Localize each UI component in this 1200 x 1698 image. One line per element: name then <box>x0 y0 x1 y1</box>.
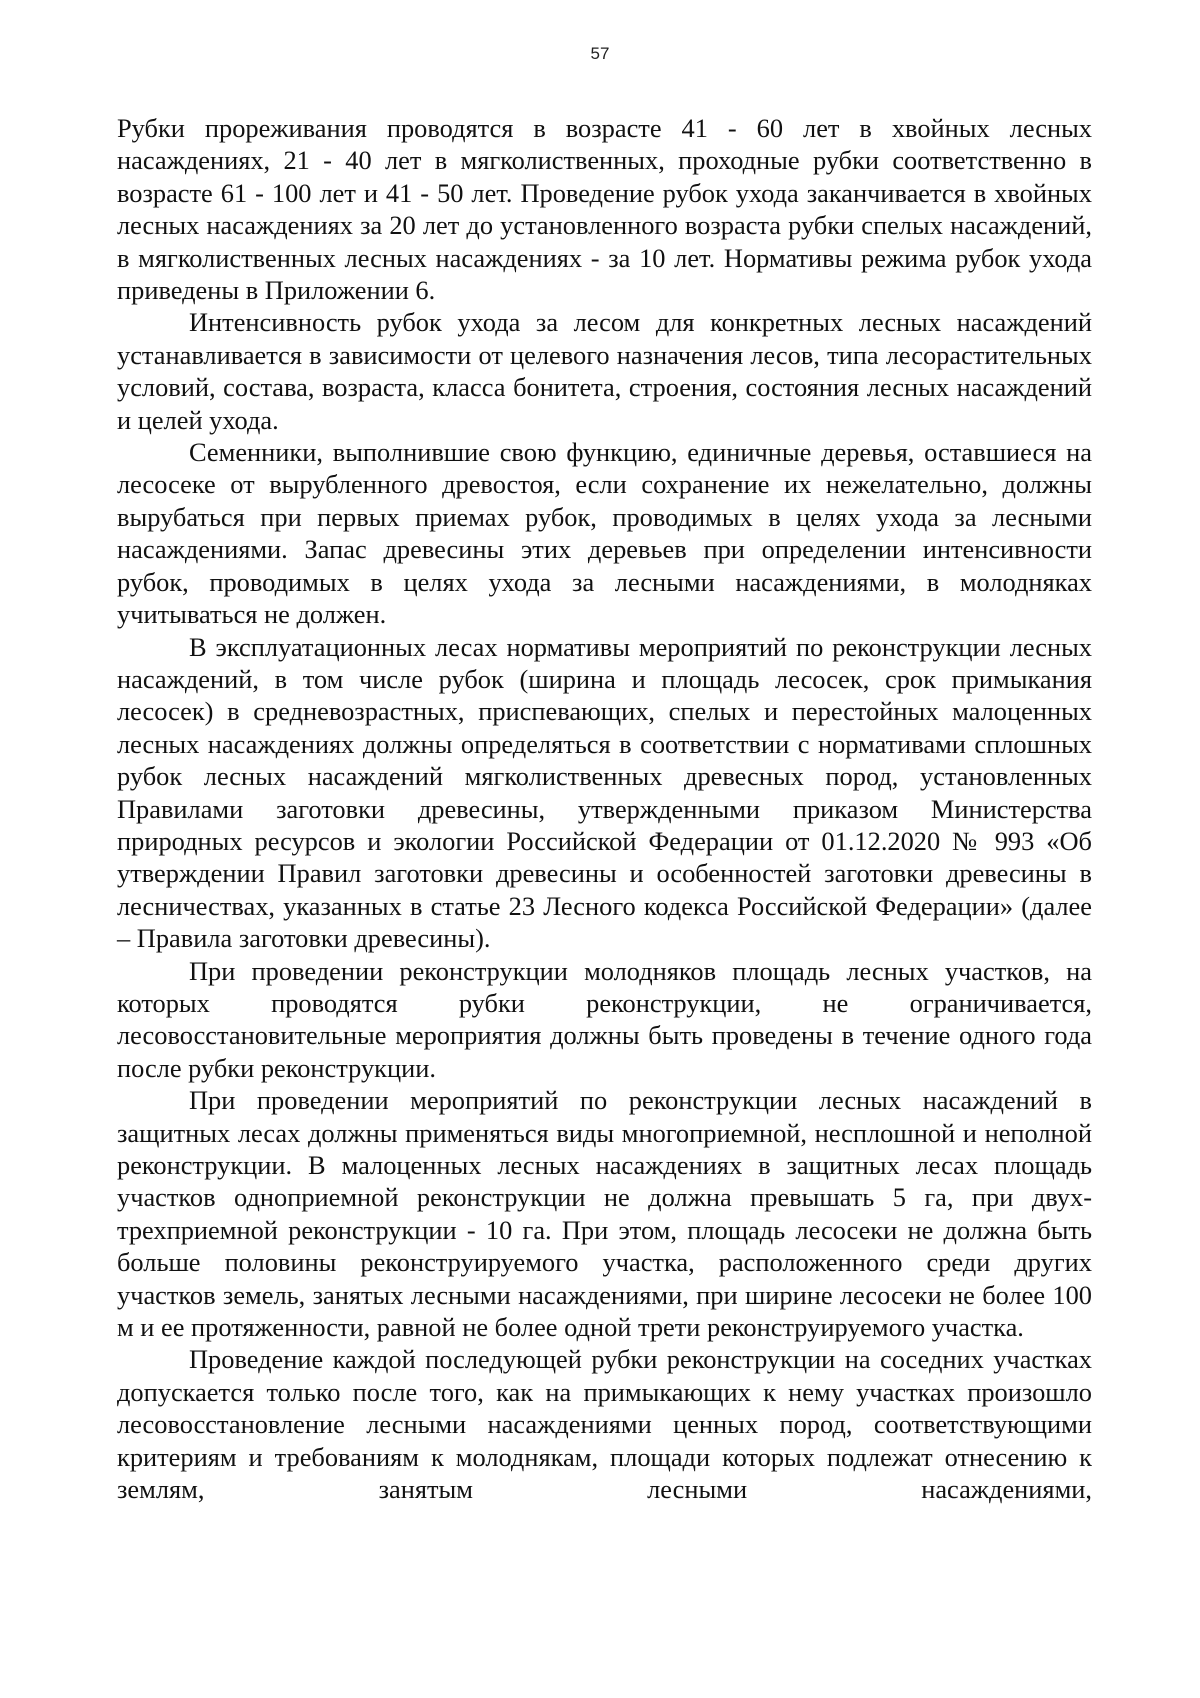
paragraph-subsequent-felling: Проведение каждой последующей рубки реконструкции на соседних участках допускается только после того, как на примыкающих к нему участках произошло лесовосстановление лесными насаждениями ценных пород, соответствующими критериям и требованиям к молоднякам, площади которых подлежат отнесению к землям, занятым лесными насаждениями, <box>117 1344 1092 1505</box>
paragraph-intensity: Интенсивность рубок ухода за лесом для конкретных лесных насаждений устанавливается в зависимости от целевого назначения лесов, типа лесорастительных условий, состава, возраста, класса бонитета, строения, состояния лесных насаждений и целей ухода. <box>117 307 1092 435</box>
paragraph-protective-forests: При проведении мероприятий по реконструкции лесных насаждений в защитных лесах должны применяться виды многоприемной, несплошной и неполной реконструкции. В малоценных лесных насаждениях в защитных лесах площадь участков одноприемной реконструкции не должна превышать 5 га, при двух-трехприемной реконструкции - 10 га. При этом, площадь лесосеки не должна быть больше половины реконструируемого участка, расположенного среди других участков земель, занятых лесными насаждениями, при ширине лесосеки не более 100 м и ее протяженности, равной не более одной трети реконструируемого участка. <box>117 1085 1092 1343</box>
page-number: 57 <box>590 44 610 63</box>
paragraph-reconstruction-norms: В эксплуатационных лесах нормативы мероприятий по реконструкции лесных насаждений, в том числе рубок (ширина и площадь лесосек, срок примыкания лесосек) в средневозрастных, приспевающих, спелых и перестойных малоценных лесных насаждениях должны определяться в соответствии с нормативами сплошных рубок лесных насаждений мягколиственных древесных пород, установленных Правилами заготовки древесины, утвержденными приказом Министерства природных ресурсов и экологии Российской Федерации от 01.12.2020 № 993 «Об утверждении Правил заготовки древесины и особенностей заготовки древесины в лесничествах, указанных в статье 23 Лесного кодекса Российской Федерации» (далее – Правила заготовки древесины). <box>117 631 1092 954</box>
paragraph-seed-trees: Семенники, выполнившие свою функцию, единичные деревья, оставшиеся на лесосеке от вырубленного древостоя, если сохранение их нежелательно, должны вырубаться при первых приемах рубок, проводимых в целях ухода за лесными насаждениями. Запас древесины этих деревьев при определении интенсивности рубок, проводимых в целях ухода за лесными насаждениями, в молодняках учитываться не должен. <box>117 437 1092 630</box>
document-body <box>117 112 1092 1505</box>
paragraph-thinning-ages: Рубки прореживания проводятся в возрасте 41 - 60 лет в хвойных лесных насаждениях, 21 - 40 лет в мягколиственных, проходные рубки соответственно в возрасте 61 - 100 лет и 41 - 50 лет. Проведение рубок ухода заканчивается в хвойных лесных насаждениях за 20 лет до установленного возраста рубки спелых насаждений, в мягколиственных лесных насаждениях - за 10 лет. Нормативы режима рубок ухода приведены в Приложении 6. <box>117 113 1092 306</box>
paragraph-young-stands: При проведении реконструкции молодняков площадь лесных участков, на которых проводятся рубки реконструкции, не ограничивается, лесовосстановительные мероприятия должны быть проведены в течение одного года после рубки реконструкции. <box>117 955 1092 1083</box>
